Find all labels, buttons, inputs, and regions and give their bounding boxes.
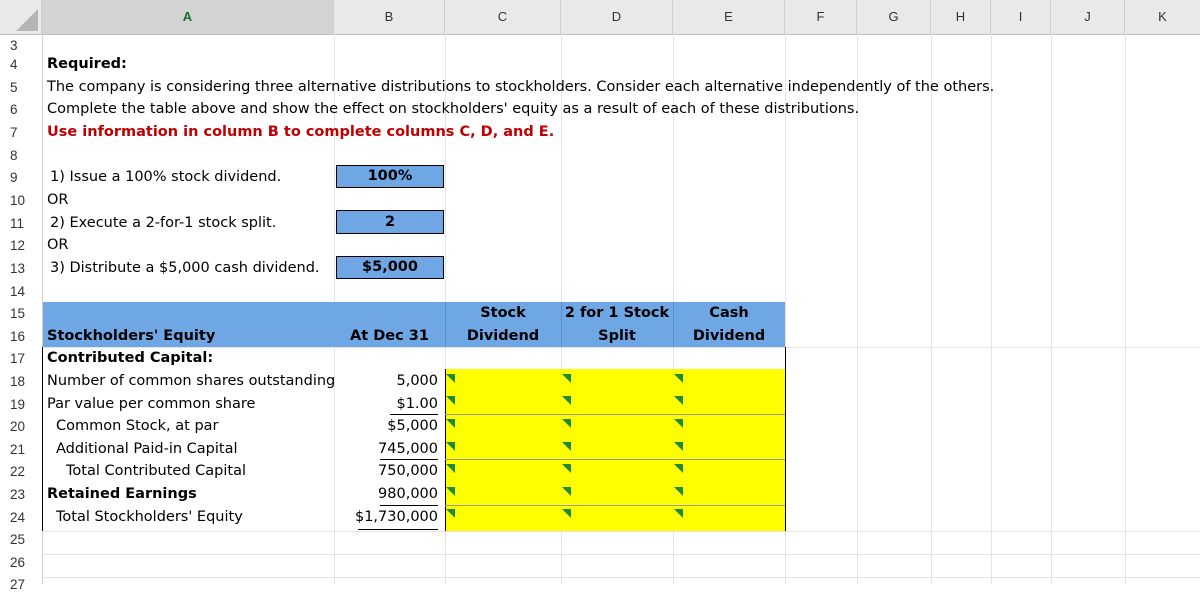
column-header-h[interactable]: H (931, 0, 991, 34)
instruction-line-3: Use information in column B to complete columns C, D, and E. (47, 124, 555, 140)
row-label: Total Contributed Capital (66, 463, 246, 479)
row-label: Par value per common share (47, 396, 256, 412)
column-header-bar (0, 0, 1200, 35)
column-header-a[interactable]: A (42, 0, 334, 34)
row-header[interactable]: 21 (10, 442, 26, 457)
row-header[interactable]: 16 (10, 329, 26, 344)
row-label: Additional Paid-in Capital (56, 441, 238, 457)
column-header-e[interactable]: E (673, 0, 785, 34)
row-header[interactable]: 9 (10, 170, 18, 185)
row-header[interactable]: 19 (10, 397, 26, 412)
row-label: Total Stockholders' Equity (56, 509, 243, 525)
row-header[interactable]: 25 (10, 532, 26, 547)
header-2-for-1: 2 for 1 Stock (564, 305, 670, 321)
option-2-label: 2) Execute a 2-for-1 stock split. (50, 215, 277, 231)
column-header-j[interactable]: J (1051, 0, 1125, 34)
row-header[interactable]: 14 (10, 284, 26, 299)
row-header[interactable]: 3 (10, 38, 18, 53)
value-par[interactable]: $1.00 (396, 396, 438, 412)
row-header[interactable]: 27 (10, 577, 26, 592)
header-stock: Stock (480, 305, 526, 321)
required-heading: Required: (47, 56, 127, 72)
option-1-label: 1) Issue a 100% stock dividend. (50, 169, 282, 185)
row-header[interactable]: 11 (10, 216, 25, 231)
header-cash: Cash (709, 305, 749, 321)
value-retained-earnings[interactable]: 980,000 (378, 486, 438, 502)
header-split: Split (598, 328, 636, 344)
column-header-g[interactable]: G (857, 0, 931, 34)
row-header[interactable]: 7 (10, 125, 18, 140)
column-header-k[interactable]: K (1158, 9, 1167, 24)
instruction-line-2: Complete the table above and show the effect on stockholders' equity as a result of each of these distributions. (47, 101, 860, 117)
column-header-d[interactable]: D (561, 0, 673, 34)
value-common-stock[interactable]: $5,000 (387, 418, 438, 434)
row-header[interactable]: 15 (10, 306, 26, 321)
column-header-b[interactable]: B (334, 0, 445, 34)
contributed-capital-label: Contributed Capital: (47, 350, 214, 366)
row-header[interactable]: 18 (10, 374, 26, 389)
instruction-line-1: The company is considering three alternative distributions to stockholders. Consider each alternative independently of the others. (47, 79, 995, 95)
answer-input-area[interactable] (445, 369, 785, 531)
row-header[interactable]: 6 (10, 102, 18, 117)
row-header[interactable]: 17 (10, 351, 26, 366)
row-header[interactable]: 23 (10, 487, 26, 502)
value-total-contributed[interactable]: 750,000 (378, 463, 438, 479)
header-dividend: Dividend (466, 328, 540, 344)
or-label-1: OR (47, 192, 69, 208)
value-total-equity[interactable]: $1,730,000 (354, 509, 438, 525)
value-apic[interactable]: 745,000 (378, 441, 438, 457)
row-header[interactable]: 24 (10, 510, 26, 525)
row-header[interactable]: 4 (10, 57, 18, 72)
row-label: Common Stock, at par (56, 418, 219, 434)
row-label: Retained Earnings (47, 486, 197, 502)
row-header[interactable]: 12 (10, 238, 26, 253)
select-all-button[interactable] (0, 0, 42, 34)
stock-dividend-percent-cell[interactable]: 100% (336, 165, 444, 188)
row-header[interactable]: 8 (10, 148, 18, 163)
header-at-dec-31: At Dec 31 (350, 328, 429, 344)
row-header[interactable]: 26 (10, 555, 26, 570)
row-header[interactable]: 13 (10, 261, 26, 276)
row-label: Number of common shares outstanding (47, 373, 336, 389)
row-header[interactable]: 10 (10, 193, 26, 208)
option-3-label: 3) Distribute a $5,000 cash dividend. (50, 260, 320, 276)
or-label-2: OR (47, 237, 69, 253)
split-ratio-cell[interactable]: 2 (336, 210, 444, 234)
value-shares[interactable]: 5,000 (396, 373, 438, 389)
header-stockholders-equity: Stockholders' Equity (47, 328, 216, 344)
column-header-f[interactable]: F (785, 0, 857, 34)
row-header[interactable]: 5 (10, 80, 18, 95)
select-all-icon (16, 9, 38, 31)
row-header[interactable]: 22 (10, 464, 26, 479)
column-header-i[interactable]: I (991, 0, 1051, 34)
cash-dividend-amount-cell[interactable]: $5,000 (336, 256, 444, 279)
header-dividend-cash: Dividend (692, 328, 766, 344)
row-header[interactable]: 20 (10, 419, 26, 434)
column-header-c[interactable]: C (445, 0, 561, 34)
